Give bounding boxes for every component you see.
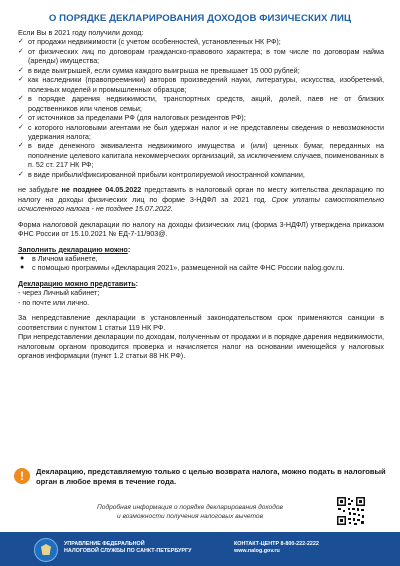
qr-code-icon[interactable] (336, 496, 366, 526)
submit-heading: Декларацию можно представить: (18, 278, 139, 288)
list-item: ✓ в виде прибыли/фиксированной прибыли контролируемой иностранной компании, (18, 169, 305, 179)
list-item: ✓ с которого налоговыми агентами не был удержан налог и не представлены сведения о невозможности удержания налога; (18, 122, 384, 141)
income-list (18, 37, 384, 179)
checkmark-icon: ✓ (18, 123, 24, 131)
form-approval-text: Форма налоговой декларации по налогу на доходы физических лиц (форма 3-НДФЛ) утверждена приказом ФНС России от 15.10.2021 № ЕД-7-11/903@. (18, 219, 384, 239)
page-title: О ПОРЯДКЕ ДЕКЛАРИРОВАНИЯ ДОХОДОВ ФИЗИЧЕСКИХ ЛИЦ (48, 13, 352, 24)
checkmark-icon: ✓ (18, 76, 24, 84)
checkmark-icon: ✓ (18, 95, 24, 103)
fill-heading: Заполнить декларацию можно: (18, 244, 131, 254)
list-item: ✓ от источников за пределами РФ (для налоговых резидентов РФ); (18, 113, 246, 123)
deadline-date: не позднее 04.05.2022 (61, 185, 142, 195)
checkmark-icon: ✓ (18, 114, 24, 122)
document-body (18, 28, 384, 361)
no-declaration-text: При непредставлении декларации по доходам, полученным от продажи и в порядке дарения недвижимости, налоговым органом проводится проверка и начисляется налог на основании имеющейся у налоговых органов информации (пункт 1.2 статьи 88 НК РФ). (18, 332, 384, 361)
checkmark-icon: ✓ (18, 66, 24, 74)
list-item: ● с помощью программы «Декларация 2021», размещенной на сайте ФНС России nalog.gov.ru. (20, 263, 345, 273)
checkmark-icon: ✓ (18, 142, 24, 150)
footer-org-name: УПРАВЛЕНИЕ ФЕДЕРАЛЬНОЙ НАЛОГОВОЙ СЛУЖБЫ ПО САНКТ-ПЕТЕРБУРГУ (64, 541, 192, 555)
footer-contacts (234, 541, 319, 555)
list-item: ✓ от продажи недвижимости (с учетом особенностей, установленных НК РФ); (18, 37, 281, 47)
checkmark-icon: ✓ (18, 38, 24, 46)
list-item: ✓ от физических лиц по договорам гражданско-правового характера; в том числе по договорам найма (аренды) имущества; (18, 46, 384, 66)
bullet-icon: ● (20, 254, 25, 262)
list-item: ✓ как наследники (правопреемники) авторов произведений науки, литературы, искусства, изобретений, полезных моделей и промышленных образцов; (18, 75, 384, 94)
contact-center-phone: КОНТАКТ-ЦЕНТР 8-800-222-2222 (234, 541, 319, 547)
exclamation-icon: ! (14, 468, 30, 484)
list-item: ✓ в порядке дарения недвижимости, транспортных средств, акций, долей, паев не от близких родственников или членов семьи; (18, 94, 384, 113)
list-item: - через Личный кабинет; (18, 288, 100, 298)
list-item: ● в Личном кабинете, (20, 253, 98, 263)
sanctions-text: За непредставление декларации в установленный законодательством срок применяются санкции в соответствии с пунктом 1 статьи 119 НК РФ. (18, 313, 384, 332)
payment-deadline: Срок уплаты самостоятельно исчисленного налога - не позднее 15.07.2022. (18, 194, 384, 214)
warning-text: Декларацию, представляемую только с целью возврата налога, можно подать в налоговый орган в любое время в течение года. (36, 467, 386, 486)
list-item: ✓ в виде выигрышей, если сумма каждого выигрыша не превышает 15 000 рублей; (18, 65, 300, 75)
fns-emblem-icon (34, 538, 58, 562)
checkmark-icon: ✓ (18, 47, 24, 55)
list-item: - по почте или лично. (18, 297, 90, 307)
website-link[interactable]: www.nalog.gov.ru (234, 548, 280, 555)
info-text: Подробная информация о порядке декларирования доходов и возможности получения налоговых вычетов (97, 504, 283, 520)
deadline-paragraph: не забудьте не позднее 04.05.2022 представить в налоговый орган по месту жительства декларацию по налогу на доходы физических лиц по форме 3-НДФЛ за 2021 год. Срок уплаты самостоятельно исчисленного налога - не позднее 15.07.2022. (18, 185, 384, 214)
footer-bar (0, 532, 400, 566)
checkmark-icon: ✓ (18, 170, 24, 178)
warning-note (14, 467, 386, 487)
bullet-icon: ● (20, 264, 25, 272)
intro-text: Если Вы в 2021 году получили доход: (18, 28, 144, 37)
list-item: ✓ в виде денежного эквивалента недвижимого имущества и (или) ценных бумаг, переданных на пополнение целевого капитала некоммерческих организаций, за исключением случаев, поименованных в п. 52 ст. 217 НК РФ; (18, 141, 384, 170)
